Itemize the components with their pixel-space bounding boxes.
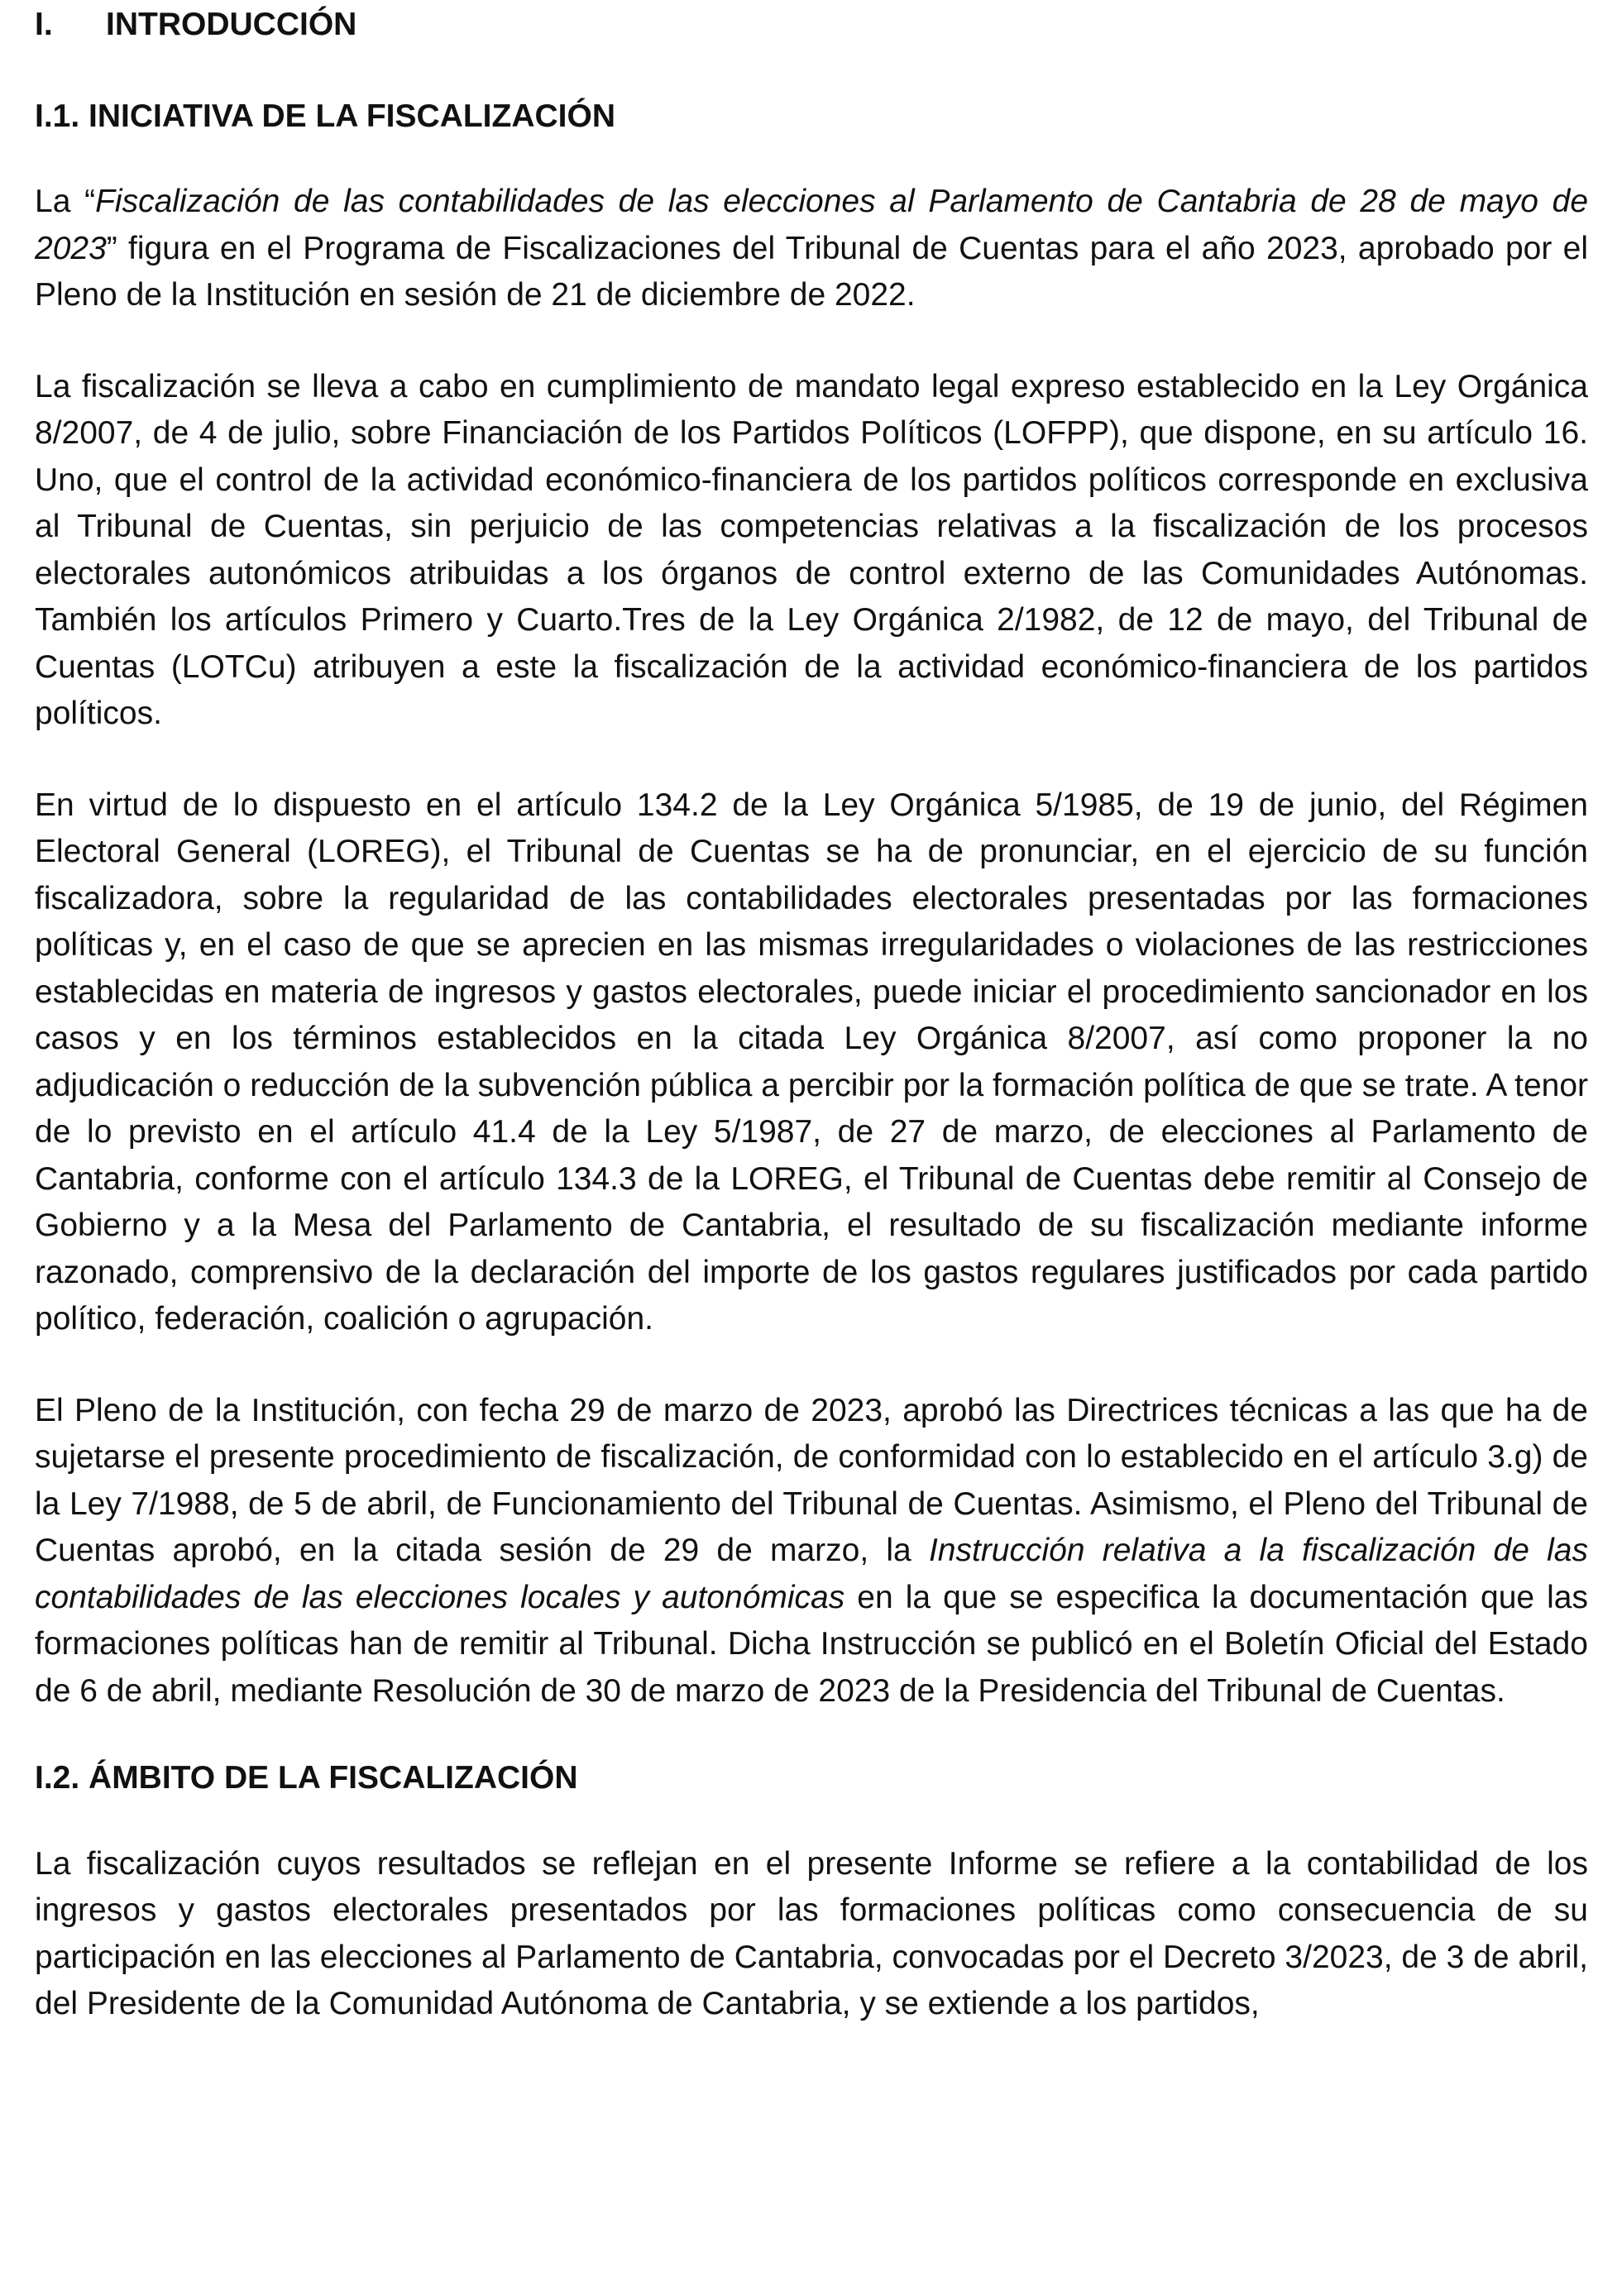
chapter-number: I.	[35, 7, 53, 42]
chapter-heading	[35, 2, 1588, 49]
paragraph-text: ” figura en el Programa de Fiscalizaciones del Tribunal de Cuentas para el año 2023, aprobado por el Pleno de la Institución en sesión de 21 de diciembre de 2022.	[35, 230, 1588, 313]
paragraph-ambito: La fiscalización cuyos resultados se reflejan en el presente Informe se refiere a la contabilidad de los ingresos y gastos electorales presentados por las formaciones políticas como consecuencia de su participación en las elecciones al Parlamento de Cantabria, convocadas por el Decreto 3/2023, de 3 de abril, del Presidente de la Comunidad Autónoma de Cantabria, y se extiende a los partidos,	[35, 1845, 1588, 2021]
paragraph-text: El Pleno de la Institución, con fecha 29 de marzo de 2023, aprobó las Directrices técnicas a las que ha de sujetarse el presente procedimiento de fiscalización, de conformidad con lo establecido en el artículo 3.g) de la Ley 7/1988, de 5 de abril, de Funcionamiento del Tribunal de Cuentas. Asimismo, el Pleno del Tribunal de Cuentas aprobó, en la citada sesión de 29 de marzo, la	[35, 1392, 1588, 1568]
chapter-title: INTRODUCCIÓN	[106, 7, 357, 42]
paragraph-text: La “	[35, 184, 96, 219]
paragraph-iniciativa	[35, 179, 1588, 319]
italic-title: Fiscalización de las contabilidades de las elecciones al Parlamento de Cantabria de 28 de mayo de 2023	[35, 184, 1589, 266]
italic-title: Instrucción relativa a la fiscalización de las contabilidades de las elecciones locales y autonómicas	[35, 1533, 1588, 1615]
paragraph-directrices	[35, 1388, 1588, 1715]
document-page	[35, 0, 1588, 2028]
section-heading-iniciativa: I.1. INICIATIVA DE LA FISCALIZACIÓN	[35, 98, 615, 134]
paragraph-text: en la que se especifica la documentación que las formaciones políticas han de remitir al Tribunal. Dicha Instrucción se publicó en el Boletín Oficial del Estado de 6 de abril, mediante Resolución de 30 de marzo de 2023 de la Presidencia del Tribunal de Cuentas.	[35, 1579, 1588, 1709]
paragraph-loreg: En virtud de lo dispuesto en el artículo 134.2 de la Ley Orgánica 5/1985, de 19 de junio, del Régimen Electoral General (LOREG), el Tribunal de Cuentas se ha de pronunciar, en el ejercicio de su función fiscalizadora, sobre la regularidad de las contabilidades electorales presentadas por las formaciones políticas y, en el caso de que se aprecien en las mismas irregularidades o violaciones de las restricciones establecidas en materia de ingresos y gastos electorales, puede iniciar el procedimiento sancionador en los casos y en los términos establecidos en la citada Ley Orgánica 8/2007, así como proponer la no adjudicación o reducción de la subvención pública a percibir por la formación política de que se trate. A tenor de lo previsto en el artículo 41.4 de la Ley 5/1987, de 27 de marzo, de elecciones al Parlamento de Cantabria, conforme con el artículo 134.3 de la LOREG, el Tribunal de Cuentas debe remitir al Consejo de Gobierno y a la Mesa del Parlamento de Cantabria, el resultado de su fiscalización mediante informe razonado, comprensivo de la declaración del importe de los gastos regulares justificados por cada partido político, federación, coalición o agrupación.	[35, 787, 1588, 1337]
section-heading-ambito: I.2. ÁMBITO DE LA FISCALIZACIÓN	[35, 1760, 578, 1796]
paragraph-mandato-legal: La fiscalización se lleva a cabo en cumplimiento de mandato legal expreso establecido en la Ley Orgánica 8/2007, de 4 de julio, sobre Financiación de los Partidos Políticos (LOFPP), que dispone, en su artículo 16. Uno, que el control de la actividad económico-financiera de los partidos políticos corresponde en exclusiva al Tribunal de Cuentas, sin perjuicio de las competencias relativas a la fiscalización de los procesos electorales autonómicos atribuidas a los órganos de control externo de las Comunidades Autónomas. También los artículos Primero y Cuarto.Tres de la Ley Orgánica 2/1982, de 12 de mayo, del Tribunal de Cuentas (LOTCu) atribuyen a este la fiscalización de la actividad económico-financiera de los partidos políticos.	[35, 368, 1588, 731]
